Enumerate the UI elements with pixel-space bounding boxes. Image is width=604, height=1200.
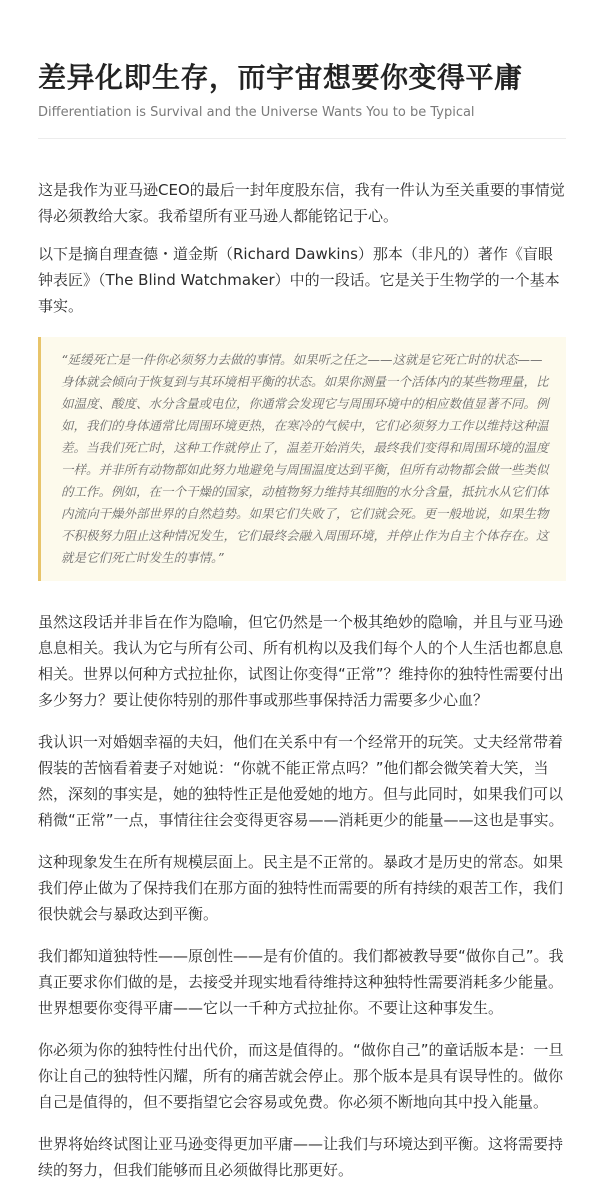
intro-paragraph-2: 以下是摘自理查德・道金斯（Richard Dawkins）那本（非凡的）著作《盲眼钟表匠》（The Blind Watchmaker）中的一段话。它是关于生物学的一个基本事实。 <box>38 245 560 315</box>
body-paragraph-5: 你必须为你的独特性付出代价，而这是值得的。“做你自己”的童话版本是：一旦你让自己的独特性闪耀，所有的痛苦就会停止。那个版本是具有误导性的。做你自己是值得的，但不要指望它会容易或免费。你必须不断地向其中投入能量。 <box>38 1041 564 1111</box>
page-subtitle: Differentiation is Survival and the Universe Wants You to be Typical <box>38 105 475 120</box>
body-paragraph-4: 我们都知道独特性——原创性——是有价值的。我们都被教导要“做你自己”。我真正要求你们做的是，去接受并现实地看待维持这种独特性需要消耗多少能量。世界想要你变得平庸——它以一千种方式拉扯你。不要让这种事发生。 <box>38 947 564 1017</box>
header-divider <box>38 138 566 139</box>
body-paragraph-2: 我认识一对婚姻幸福的夫妇，他们在关系中有一个经常开的玩笑。丈夫经常带着假装的苦恼看着妻子对她说：“你就不能正常点吗？”他们都会微笑着大笑，当然，深刻的事实是，她的独特性正是他爱她的地方。但与此同时，如果我们可以稍微“正常”一点，事情往往会变得更容易——消耗更少的能量——这也是事实。 <box>38 733 564 829</box>
body-paragraph-6: 世界将始终试图让亚马逊变得更加平庸——让我们与环境达到平衡。这将需要持续的努力，但我们能够而且必须做得比那更好。 <box>38 1135 564 1179</box>
dawkins-quote-block: “延缓死亡是一件你必须努力去做的事情。如果听之任之——这就是它死亡时的状态——身体就会倾向于恢复到与其环境相平衡的状态。如果你测量一个活体内的某些物理量，比如温度、酸度、水分含量或电位，你通常会发现它与周围环境中的相应数值显著不同。例如，我们的身体通常比周围环境更热，在寒冷的气候中，它们必须努力工作以维持这种温差。当我们死亡时，这种工作就停止了，温差开始消失，最终我们变得和周围环境的温度一样。并非所有动物都如此努力地避免与周围温度达到平衡，但所有动物都会做一些类似的工作。例如，在一个干燥的国家，动植物努力维持其细胞的水分含量，抵抗水从它们体内流向干燥外部世界的自然趋势。如果它们失败了，它们就会死。更一般地说，如果生物不积极努力阻止这种情况发生，它们最终会融入周围环境，并停止作为自主个体存在。这就是它们死亡时发生的事情。” <box>38 337 566 581</box>
page-title: 差异化即生存，而宇宙想要你变得平庸 <box>38 61 523 94</box>
intro-paragraph-1: 这是我作为亚马逊CEO的最后一封年度股东信，我有一件认为至关重要的事情觉得必须教给大家。我希望所有亚马逊人都能铭记于心。 <box>38 181 565 225</box>
body-paragraph-3: 这种现象发生在所有规模层面上。民主是不正常的。暴政才是历史的常态。如果我们停止做为了保持我们在那方面的独特性而需要的所有持续的艰苦工作，我们很快就会与暴政达到平衡。 <box>38 853 564 923</box>
body-paragraph-1: 虽然这段话并非旨在作为隐喻，但它仍然是一个极其绝妙的隐喻，并且与亚马逊息息相关。我认为它与所有公司、所有机构以及我们每个人的个人生活也都息息相关。世界以何种方式拉扯你，试图让你变得“正常”？维持你的独特性需要付出多少努力？要让使你特别的那件事或那些事保持活力需要多少心血？ <box>38 613 564 709</box>
